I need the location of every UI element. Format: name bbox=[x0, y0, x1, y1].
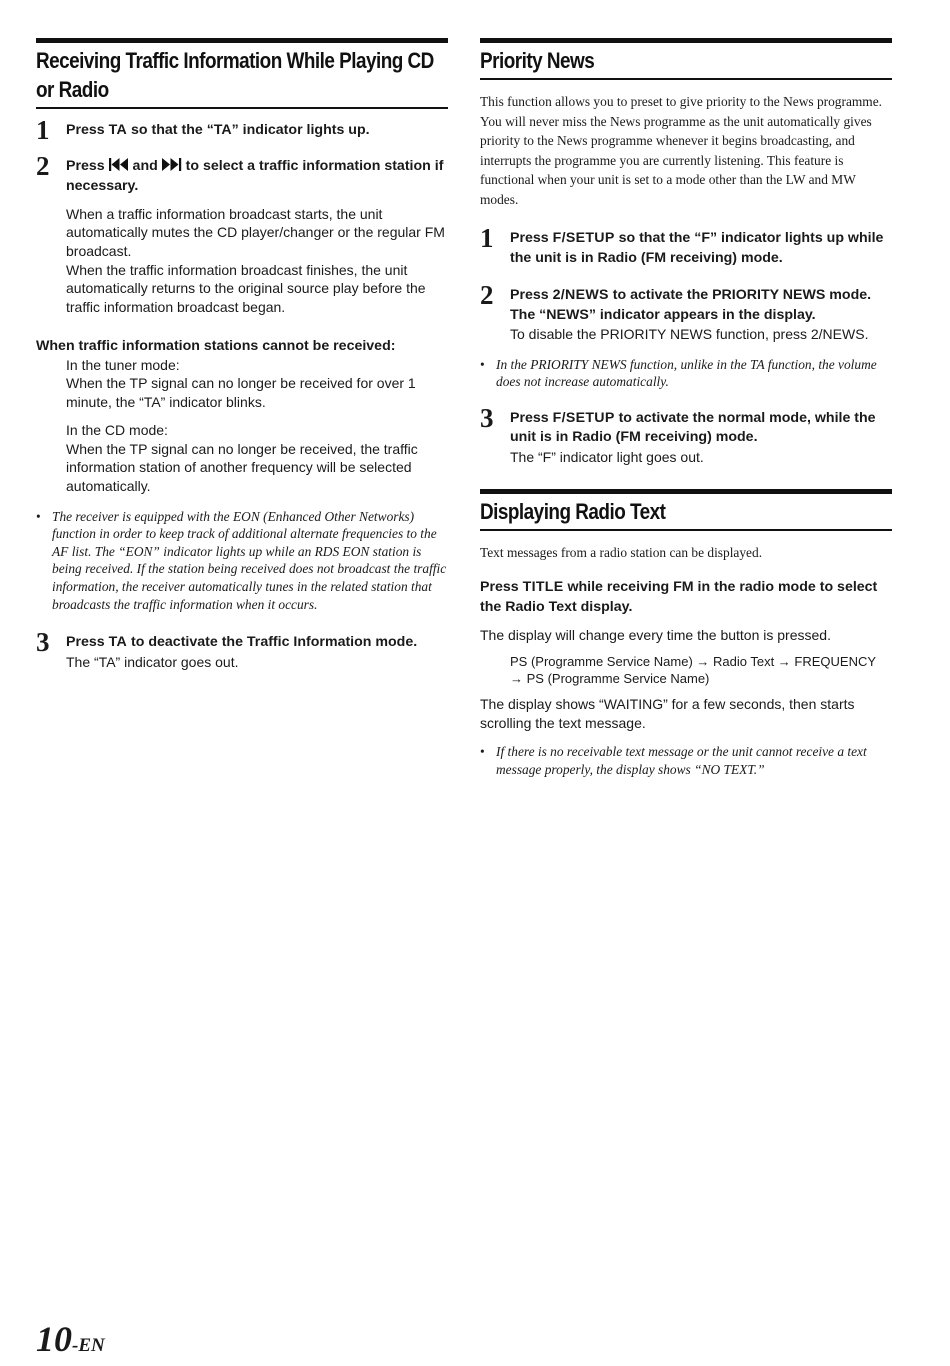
priority-news-note: • In the PRIORITY NEWS function, unlike in the TA function, the volume does not increase automatically. bbox=[480, 356, 877, 390]
traffic-step-1 bbox=[36, 115, 448, 145]
left-column bbox=[36, 38, 448, 681]
priority-news-heading: Priority News bbox=[480, 48, 595, 73]
skip-forward-icon bbox=[162, 158, 182, 178]
step-body: When a traffic information broadcast starts, the unit automatically mutes the CD player/changer or the regular FM broadcast. bbox=[66, 205, 445, 259]
waiting-text: The display shows “WAITING” for a few seconds, then starts scrolling the text message. bbox=[480, 696, 855, 732]
flow-line: → PS (Programme Service Name) bbox=[510, 671, 710, 687]
display-cycle-flow bbox=[480, 653, 892, 687]
cd-mode-label: In the CD mode: bbox=[66, 421, 168, 438]
traffic-heading: Receiving Traffic Information While Playing CD or Radio bbox=[36, 48, 434, 102]
news-key-inline: 2/NEWS bbox=[810, 326, 865, 342]
step-number: 1 bbox=[480, 223, 494, 253]
news-key-label: 2/NEWS bbox=[552, 287, 609, 303]
bullet-icon: • bbox=[480, 356, 485, 372]
step-body: The “F” indicator light goes out. bbox=[510, 448, 704, 465]
traffic-step-3 bbox=[36, 627, 448, 671]
step-instruction: Press F/SETUP to activate the normal mode, while the unit is in Radio (FM receiving) mode. bbox=[510, 409, 876, 446]
right-column bbox=[480, 38, 892, 792]
bullet-icon: • bbox=[36, 508, 41, 524]
step-instruction: Press F/SETUP so that the “F” indicator lights up while the unit is in Radio (FM receiving) mode. bbox=[510, 230, 884, 266]
step-number: 2 bbox=[36, 150, 50, 181]
step-body: When the traffic information broadcast finishes, the unit automatically returns to the original source play before the traffic information broadcast began. bbox=[66, 261, 426, 316]
priority-step-3 bbox=[480, 402, 892, 467]
title-key-label: TITLE bbox=[522, 579, 564, 596]
skip-back-icon bbox=[109, 158, 129, 178]
step-body: To disable the PRIORITY NEWS function, press 2/NEWS. bbox=[510, 326, 869, 342]
step-instruction: Press TA so that the “TA” indicator lights up. bbox=[66, 122, 370, 138]
display-change-text: The display will change every time the button is pressed. bbox=[480, 627, 831, 644]
priority-step-1 bbox=[480, 223, 892, 268]
step-instruction: Press 2/NEWS to activate the PRIORITY NEWS mode. bbox=[510, 287, 872, 303]
step-instruction: Press and to select a traffic information station if necessary. bbox=[66, 157, 444, 194]
step-number: 3 bbox=[480, 402, 494, 433]
section-title-traffic bbox=[36, 38, 448, 109]
fsetup-key-label: F/SETUP bbox=[552, 409, 615, 426]
step-number: 3 bbox=[36, 627, 50, 658]
no-text-note: • If there is no receivable text message or the unit cannot receive a text message properly, the display shows “NO TEXT.” bbox=[480, 744, 867, 777]
radio-text-intro: Text messages from a radio station can be displayed. bbox=[480, 544, 763, 560]
priority-step-2 bbox=[480, 280, 892, 344]
flow-line: PS (Programme Service Name) → Radio Text → FREQUENCY bbox=[510, 654, 877, 670]
ta-key-label: TA bbox=[108, 122, 128, 138]
bullet-icon: • bbox=[480, 744, 485, 760]
step-number: 1 bbox=[36, 115, 50, 145]
radio-text-heading: Displaying Radio Text bbox=[480, 498, 666, 524]
eon-note: • The receiver is equipped with the EON (Enhanced Other Networks) function in order to keep track of additional alternate frequencies to the AF list. The “EON” indicator lights up while an RDS EON station is being received. If the station being received does not broadcast the traffic information, the receiver automatically tunes in the related station that broadcasts the traffic information when it occurs. bbox=[36, 508, 447, 612]
priority-news-intro: This function allows you to preset to give priority to the News programme. You will never miss the News programme as the unit automatically gives priority to the News programme whenever it begins broadcasting, and interrupts the programme you are currently listening. This feature is functional when your unit is set to a mode other than the LW and MW modes. bbox=[480, 94, 883, 207]
section-title-radio-text bbox=[480, 489, 892, 531]
step-instruction-secondary: The “NEWS” indicator appears in the display. bbox=[510, 306, 816, 323]
cd-mode-text: When the TP signal can no longer be received, the traffic information station of another frequency will be selected automatically. bbox=[66, 440, 418, 494]
traffic-step-2 bbox=[36, 150, 448, 317]
fsetup-key-label: F/SETUP bbox=[552, 230, 615, 246]
step-instruction: Press TA to deactivate the Traffic Information mode. bbox=[66, 634, 418, 651]
step-number: 2 bbox=[480, 280, 494, 310]
section-title-priority-news bbox=[480, 38, 892, 80]
subheading-cannot-receive: When traffic information stations cannot be received: bbox=[36, 337, 396, 354]
tuner-mode-text: When the TP signal can no longer be received for over 1 minute, the “TA” indicator blinks. bbox=[66, 375, 416, 411]
page-number: 10-EN bbox=[36, 1319, 105, 1359]
radio-text-instruction: Press TITLE while receiving FM in the radio mode to select the Radio Text display. bbox=[480, 579, 878, 615]
ta-key-label: TA bbox=[108, 634, 128, 651]
step-body: The “TA” indicator goes out. bbox=[66, 653, 239, 670]
tuner-mode-label: In the tuner mode: bbox=[66, 356, 180, 373]
